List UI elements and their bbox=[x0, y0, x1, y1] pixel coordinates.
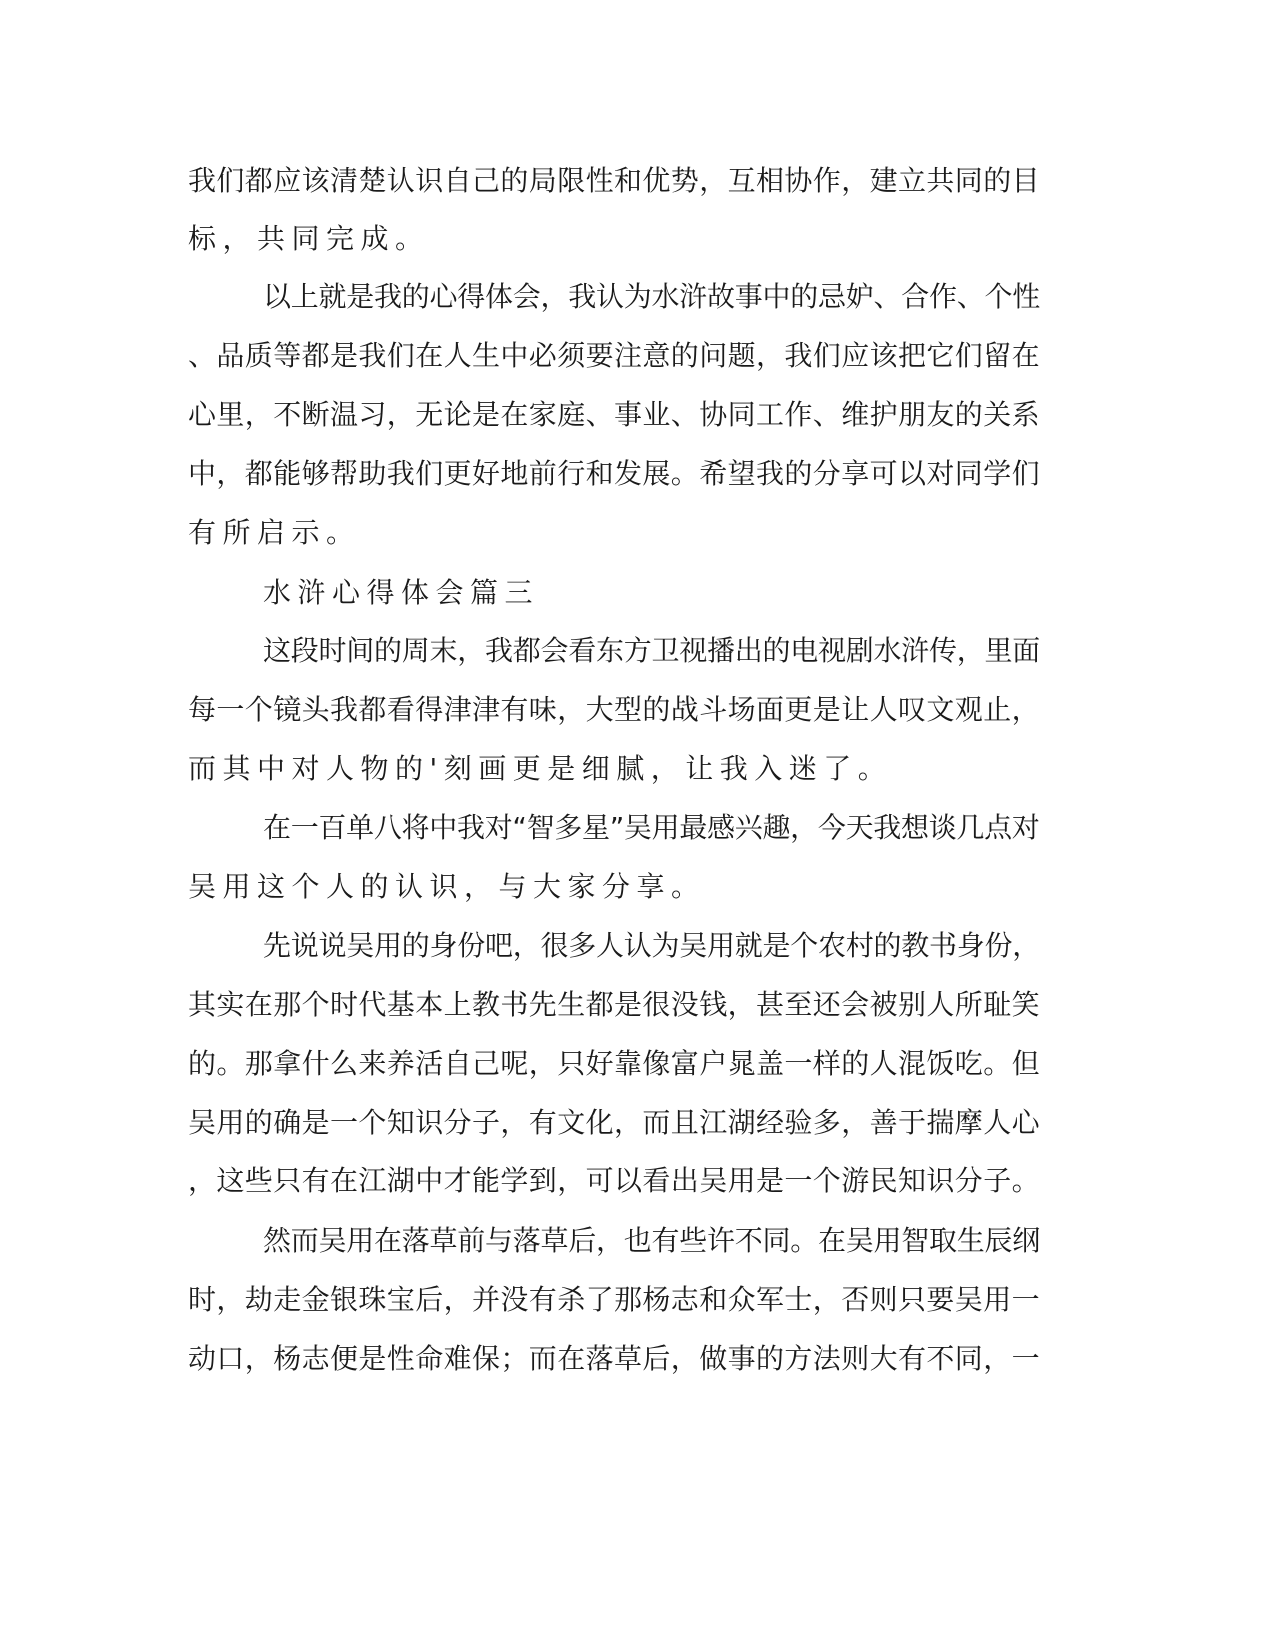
text-line: 动口，杨志便是性命难保；而在落草后，做事的方法则大有不同，一 bbox=[188, 1342, 1041, 1375]
text-line: 有所启示。 bbox=[188, 516, 361, 549]
text-line: 时，劫走金银珠宝后，并没有杀了那杨志和众军士，否则只要吴用一 bbox=[188, 1283, 1041, 1316]
text-line: 中，都能够帮助我们更好地前行和发展。希望我的分享可以对同学们 bbox=[188, 457, 1041, 490]
paragraph-start: 以上就是我的心得体会，我认为水浒故事中的忌妒、合作、个性 bbox=[263, 280, 1041, 313]
text-line: 吴用这个人的认识，与大家分享。 bbox=[188, 870, 706, 903]
text-line: 心里，不断温习，无论是在家庭、事业、协同工作、维护朋友的关系 bbox=[188, 398, 1041, 431]
text-line: 吴用的确是一个知识分子，有文化，而且江湖经验多，善于揣摩人心 bbox=[188, 1106, 1041, 1139]
text-line: 我们都应该清楚认识自己的局限性和优势，互相协作，建立共同的目 bbox=[188, 164, 1041, 197]
text-line: 每一个镜头我都看得津津有味，大型的战斗场面更是让人叹文观止， bbox=[188, 693, 1041, 726]
paragraph-start: 先说说吴用的身份吧，很多人认为吴用就是个农村的教书身份， bbox=[263, 929, 1041, 962]
text-line: 、品质等都是我们在人生中必须要注意的问题，我们应该把它们留在 bbox=[188, 339, 1041, 372]
paragraph-start: 在一百单八将中我对“智多星”吴用最感兴趣，今天我想谈几点对 bbox=[263, 811, 1040, 844]
text-line: ，这些只有在江湖中才能学到，可以看出吴用是一个游民知识分子。 bbox=[188, 1164, 1041, 1197]
text-line: 而其中对人物的'刻画更是细腻，让我入迷了。 bbox=[188, 752, 893, 785]
section-heading: 水浒心得体会篇三 bbox=[263, 576, 540, 609]
text-line: 的。那拿什么来养活自己呢，只好靠像富户晁盖一样的人混饭吃。但 bbox=[188, 1047, 1041, 1080]
paragraph-start: 然而吴用在落草前与落草后，也有些许不同。在吴用智取生辰纲 bbox=[263, 1224, 1041, 1257]
paragraph-start: 这段时间的周末，我都会看东方卫视播出的电视剧水浒传，里面 bbox=[263, 634, 1041, 667]
text-line: 其实在那个时代基本上教书先生都是很没钱，甚至还会被别人所耻笑 bbox=[188, 988, 1041, 1021]
text-line: 标，共同完成。 bbox=[188, 222, 430, 255]
